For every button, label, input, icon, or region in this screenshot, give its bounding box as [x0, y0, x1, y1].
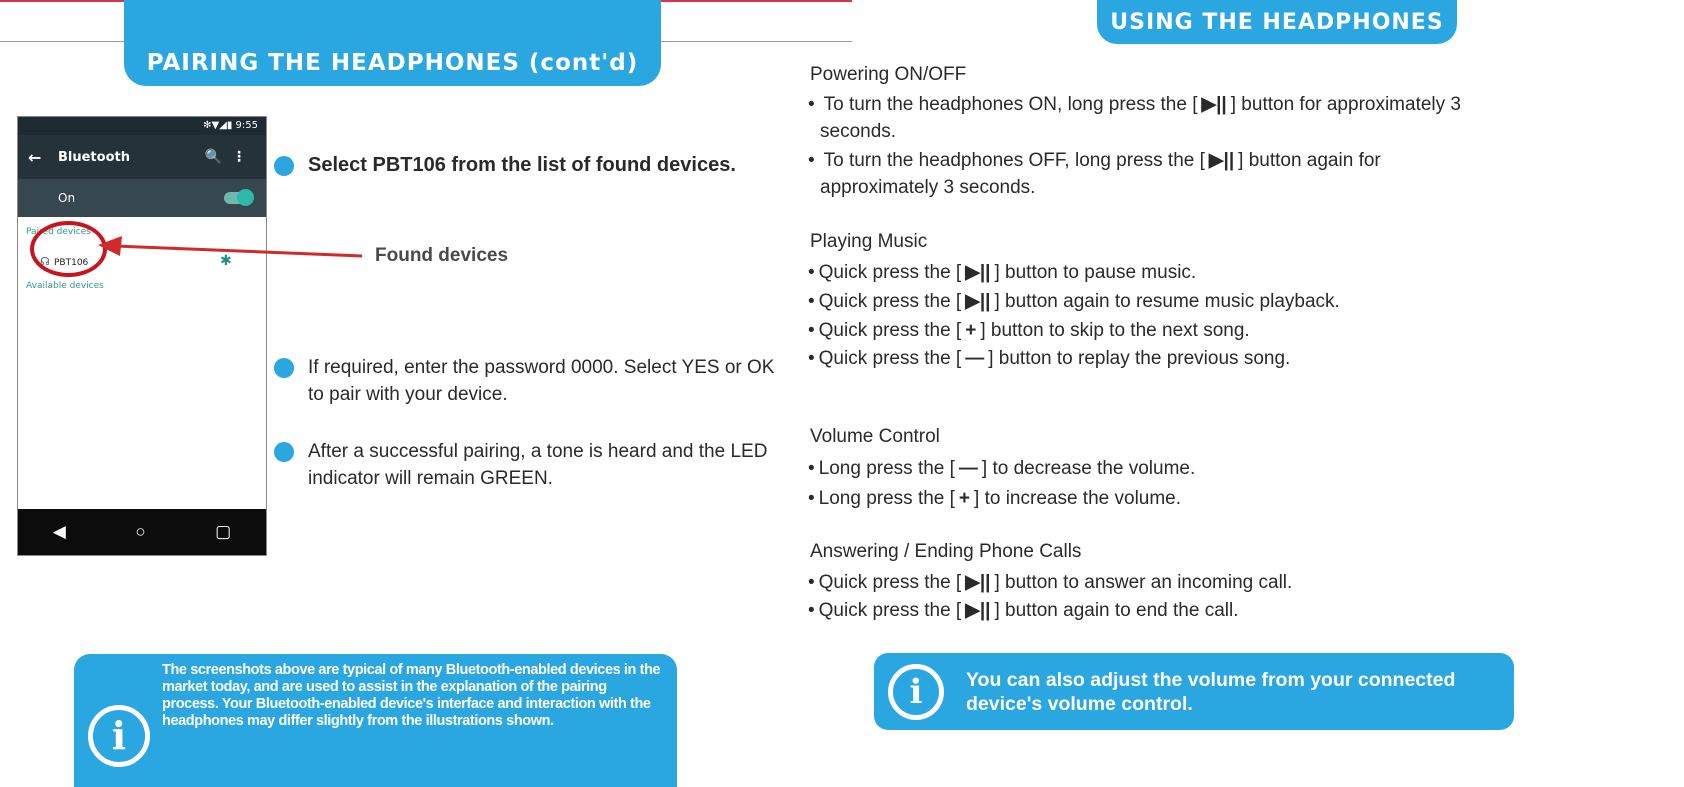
plus-icon: + [965, 320, 977, 341]
bullet-cont: seconds. [820, 121, 897, 142]
step-password [274, 354, 794, 408]
play-pause-icon: ▶|| [1201, 94, 1227, 115]
bullet-cont: approximately 3 seconds. [820, 177, 1036, 198]
bullet-dot-icon [274, 358, 294, 378]
pairing-banner: PAIRING THE HEADPHONES (cont'd) [124, 0, 661, 86]
phone-nav-bar [18, 509, 266, 555]
toggle-label: On [58, 191, 76, 205]
bullet-text: Quick press the [ [818, 262, 962, 283]
search-menu-icon: 🔍⋮ [204, 149, 256, 165]
available-devices-header: Available devices [26, 281, 104, 291]
bullet-text: ] button to replay the previous song. [988, 348, 1291, 369]
plus-icon: + [958, 488, 971, 509]
info-text: The screenshots above are typical of many Bluetooth-enabled devices in the market today, and are used to assist in the explanation of the pairing process. Your Bluetooth-enabled device's interface and interaction with the headphones may differ slightly from the illustrations shown. [162, 662, 661, 729]
volume-item [808, 485, 1181, 512]
music-title: Playing Music [810, 231, 928, 252]
music-item [808, 317, 1250, 344]
bluetooth-toggle-row [18, 179, 266, 217]
calls-title: Answering / Ending Phone Calls [810, 541, 1082, 562]
info-icon: i [888, 664, 944, 720]
music-item [808, 288, 1340, 315]
step-text: Select PBT106 from the list of found devices. [308, 154, 736, 176]
bullet-dot-icon [274, 442, 294, 462]
step-text: After a successful pairing, a tone is heard and the LED indicator will remain GREEN. [308, 441, 768, 489]
minus-icon: — [958, 458, 978, 479]
gear-icon: ✱ [220, 253, 232, 269]
bullet-text: ] to decrease the volume. [981, 458, 1196, 479]
power-on-bullet [808, 91, 1461, 145]
volume-title: Volume Control [810, 426, 940, 447]
play-pause-icon: ▶|| [965, 262, 991, 283]
bullet-text: Quick press the [ [818, 291, 962, 312]
bullet-text: ] button to answer an incoming call. [994, 572, 1293, 593]
play-pause-icon: ▶|| [965, 291, 991, 312]
bullet-text: Quick press the [ [818, 572, 962, 593]
info-note-left [74, 654, 677, 787]
status-icons: ✻▼◢▮ [203, 120, 233, 131]
step-text: If required, enter the password 0000. Select YES or OK to pair with your device. [308, 357, 775, 405]
power-off-bullet [808, 147, 1381, 201]
bluetooth-icon: ☊ [40, 255, 50, 268]
bullet-text: ] to increase the volume. [974, 488, 1182, 509]
nav-recents-icon: ▢ [215, 522, 232, 541]
music-item [808, 259, 1196, 286]
nav-home-icon: ○ [135, 522, 146, 541]
volume-item [808, 455, 1195, 482]
play-pause-icon: ▶|| [1208, 150, 1235, 171]
pointer-arrow-icon [98, 232, 362, 262]
calls-item [808, 569, 1292, 596]
back-arrow-icon: ← [28, 147, 42, 167]
bullet-text: ] button to skip to the next song. [980, 320, 1250, 341]
using-banner: USING THE HEADPHONES [1097, 0, 1457, 44]
bullet-text: ] button again to end the call. [994, 600, 1239, 621]
bullet-text: Quick press the [ [818, 348, 962, 369]
info-note-right [874, 653, 1514, 730]
bullet-dot-icon [274, 156, 294, 176]
info-text: You can also adjust the volume from your connected device's volume control. [966, 668, 1456, 715]
phone-status-bar [18, 117, 266, 135]
device-pbt106: PBT106 [54, 258, 89, 268]
phone-app-bar [18, 135, 266, 179]
bullet-text: Quick press the [ [818, 600, 962, 621]
bullet-text: Long press the [ [818, 488, 955, 509]
bullet-text: ] button to pause music. [994, 262, 1197, 283]
bullet-text: ] button again for [1238, 150, 1381, 171]
bullet-text: To turn the headphones ON, long press the [ [823, 94, 1198, 115]
play-pause-icon: ▶|| [965, 600, 991, 621]
toggle-switch-icon [224, 192, 252, 204]
bullet-text: Long press the [ [818, 458, 955, 479]
minus-icon: — [965, 348, 985, 369]
found-devices-label: Found devices [375, 245, 509, 266]
paired-devices-header: Paired devices [26, 227, 91, 237]
bullet-text: ] button again to resume music playback. [994, 291, 1340, 312]
status-time: 9:55 [235, 120, 258, 131]
bullet-text: To turn the headphones OFF, long press the [ [823, 150, 1205, 171]
bullet-text: Quick press the [ [818, 320, 962, 341]
nav-back-icon: ◀ [52, 522, 66, 541]
step-select-device [274, 152, 744, 179]
power-title: Powering ON/OFF [810, 64, 967, 85]
device-highlight-circle [30, 221, 107, 277]
bluetooth-title: Bluetooth [58, 149, 130, 165]
phone-screenshot [17, 116, 267, 556]
music-item [808, 345, 1290, 372]
step-success [274, 438, 794, 492]
calls-item [808, 597, 1238, 624]
info-icon: i [88, 705, 150, 767]
play-pause-icon: ▶|| [965, 572, 991, 593]
bullet-text: ] button for approximately 3 [1230, 94, 1461, 115]
